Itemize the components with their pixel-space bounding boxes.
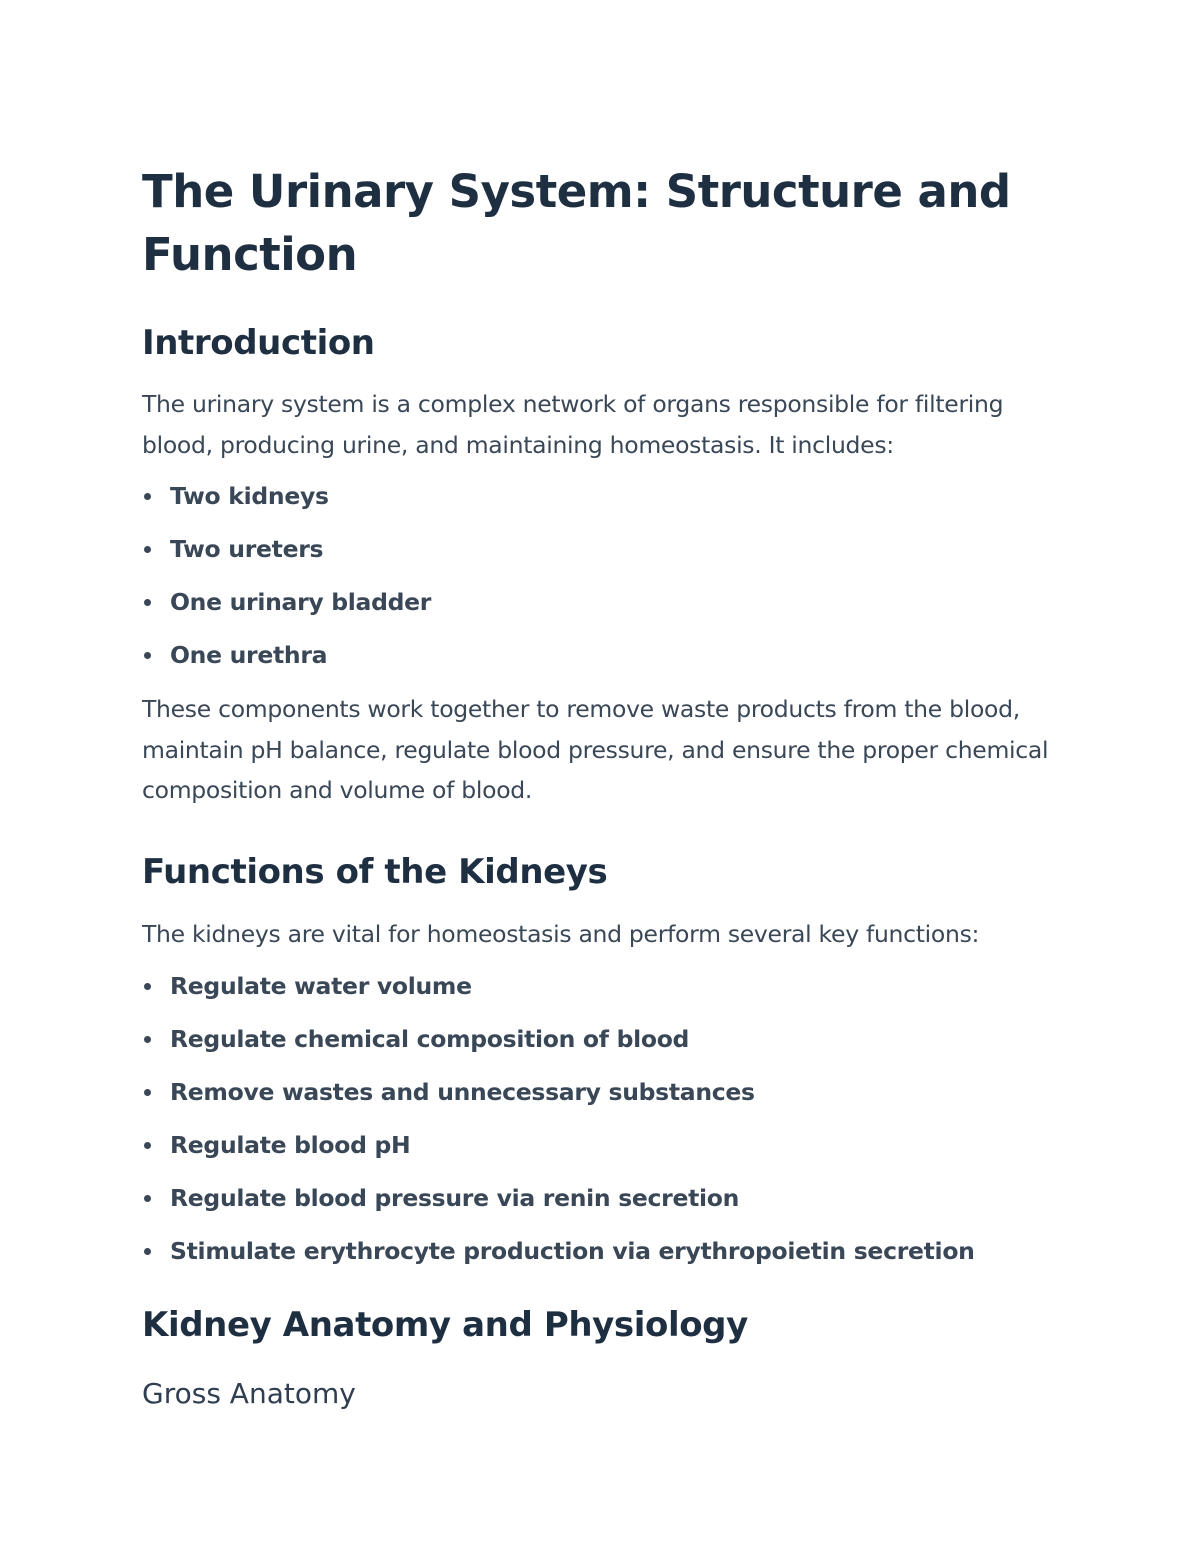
document-page	[142, 160, 1062, 1413]
intro-closing-paragraph: These components work together to remove waste products from the blood, maintain pH balance, regulate blood pressure, and ensure the proper chemical composition and volume of blood.	[142, 695, 1049, 804]
list-item: Remove wastes and unnecessary substances	[142, 1077, 1062, 1107]
list-item: Stimulate erythrocyte production via erythropoietin secretion	[142, 1236, 1062, 1266]
list-item: Regulate water volume	[142, 971, 1062, 1001]
bullet-icon	[144, 1142, 151, 1149]
document-title: The Urinary System: Structure and Function	[142, 165, 1011, 281]
section-heading-anatomy: Kidney Anatomy and Physiology	[142, 1305, 748, 1345]
subheading-gross-anatomy: Gross Anatomy	[142, 1377, 356, 1410]
list-item: Regulate chemical composition of blood	[142, 1024, 1062, 1054]
section-heading-functions: Functions of the Kidneys	[142, 851, 608, 892]
bullet-icon	[144, 1089, 151, 1096]
intro-paragraph: The urinary system is a complex network of organs responsible for filtering blood, producing urine, and maintaining homeostasis. It includes:	[142, 390, 1004, 459]
list-item: One urethra	[142, 640, 1062, 670]
section-heading-introduction: Introduction	[142, 323, 375, 363]
bullet-icon	[144, 1036, 151, 1043]
list-item: Two ureters	[142, 534, 1062, 564]
list-item: One urinary bladder	[142, 587, 1062, 617]
components-list	[142, 481, 1062, 670]
functions-paragraph: The kidneys are vital for homeostasis and perform several key functions:	[142, 919, 980, 948]
functions-list	[142, 971, 1062, 1266]
bullet-icon	[144, 546, 151, 553]
bullet-icon	[144, 1195, 151, 1202]
bullet-icon	[144, 1248, 151, 1255]
list-item: Regulate blood pressure via renin secretion	[142, 1183, 1062, 1213]
list-item: Regulate blood pH	[142, 1130, 1062, 1160]
bullet-icon	[144, 983, 151, 990]
bullet-icon	[144, 652, 151, 659]
bullet-icon	[144, 599, 151, 606]
list-item: Two kidneys	[142, 481, 1062, 511]
bullet-icon	[144, 493, 151, 500]
